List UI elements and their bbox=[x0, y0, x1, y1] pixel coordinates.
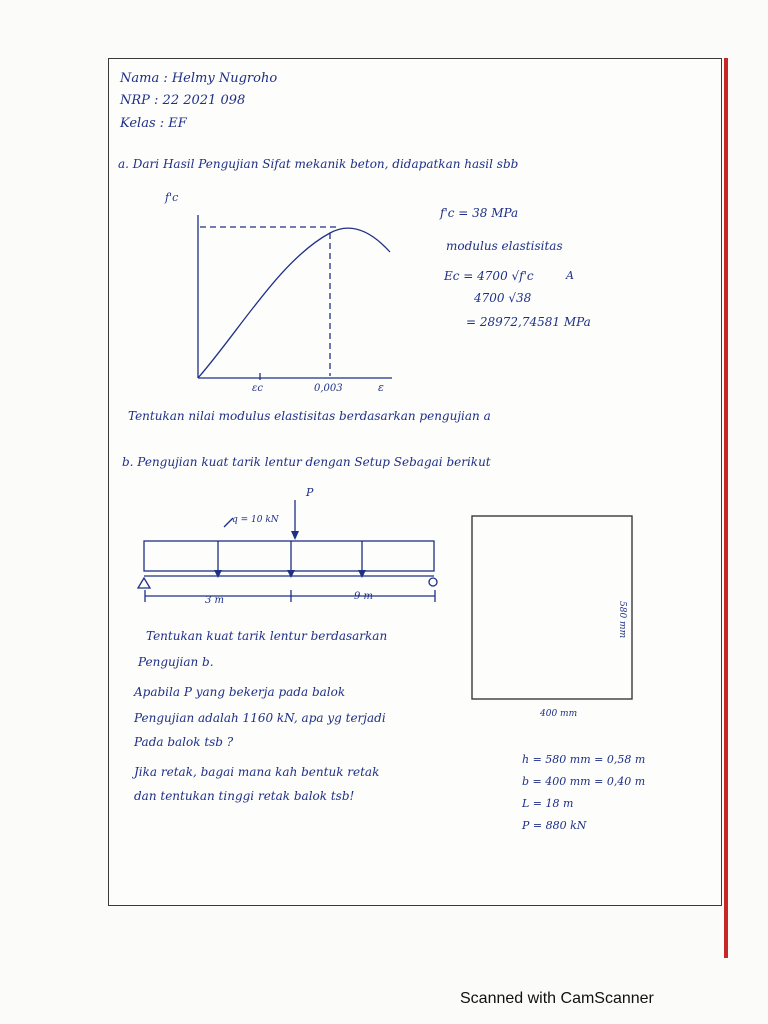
question-b-intro: b. Pengujian kuat tarik lentur dengan Setup Sebagai berikut bbox=[122, 455, 491, 469]
distributed-load-label: q = 10 kN bbox=[232, 515, 279, 525]
given-p: P = 880 kN bbox=[522, 819, 587, 832]
task-line-1: Tentukan kuat tarik lentur berdasarkan bbox=[146, 629, 388, 643]
task-line-3: Apabila P yang bekerja pada balok bbox=[134, 685, 346, 699]
distributed-load-box bbox=[144, 541, 434, 571]
section-width-label: 400 mm bbox=[540, 709, 578, 719]
span-left-label: 3 m bbox=[205, 595, 225, 606]
given-b: b = 400 mm = 0,40 m bbox=[522, 775, 646, 788]
task-line-6: Jika retak, bagai mana kah bentuk retak bbox=[134, 765, 380, 779]
note-substitution: 4700 √38 bbox=[474, 291, 532, 305]
task-line-5: Pada balok tsb ? bbox=[134, 735, 234, 749]
point-load-label: P bbox=[306, 486, 314, 499]
beam-diagram bbox=[138, 500, 437, 602]
given-h: h = 580 mm = 0,58 m bbox=[522, 753, 646, 766]
ec-label: εc bbox=[252, 383, 263, 394]
given-l: L = 18 m bbox=[522, 797, 574, 810]
pin-support bbox=[138, 578, 150, 588]
note-result: = 28972,74581 MPa bbox=[466, 315, 591, 329]
student-class: Kelas : EF bbox=[120, 116, 187, 131]
task-line-2: Pengujian b. bbox=[138, 655, 214, 669]
roller-support bbox=[429, 578, 437, 586]
y-axis-label: f'c bbox=[165, 191, 179, 204]
strain-value-label: 0,003 bbox=[314, 383, 343, 394]
stress-strain-curve bbox=[198, 228, 390, 378]
note-ec-formula: Ec = 4700 √f'c bbox=[444, 269, 534, 283]
note-fc: f'c = 38 MPa bbox=[440, 206, 519, 220]
beam-cross-section bbox=[472, 516, 632, 699]
scanner-watermark: Scanned with CamScanner bbox=[460, 990, 654, 1007]
task-line-7: dan tentukan tinggi retak balok tsb! bbox=[134, 789, 355, 803]
question-a-task: Tentukan nilai modulus elastisitas berdasarkan pengujian a bbox=[128, 409, 491, 423]
student-name: Nama : Helmy Nugroho bbox=[120, 71, 278, 86]
span-right-label: 9 m bbox=[354, 591, 374, 602]
section-height-label: 580 mm bbox=[617, 601, 627, 639]
note-mark: A bbox=[566, 269, 574, 282]
note-modulus: modulus elastisitas bbox=[446, 239, 563, 253]
task-line-4: Pengujian adalah 1160 kN, apa yg terjadi bbox=[134, 711, 386, 725]
student-nrp: NRP : 22 2021 098 bbox=[120, 93, 246, 108]
x-axis-label: ε bbox=[378, 381, 384, 394]
question-a-intro: a. Dari Hasil Pengujian Sifat mekanik beton, didapatkan hasil sbb bbox=[118, 157, 519, 171]
